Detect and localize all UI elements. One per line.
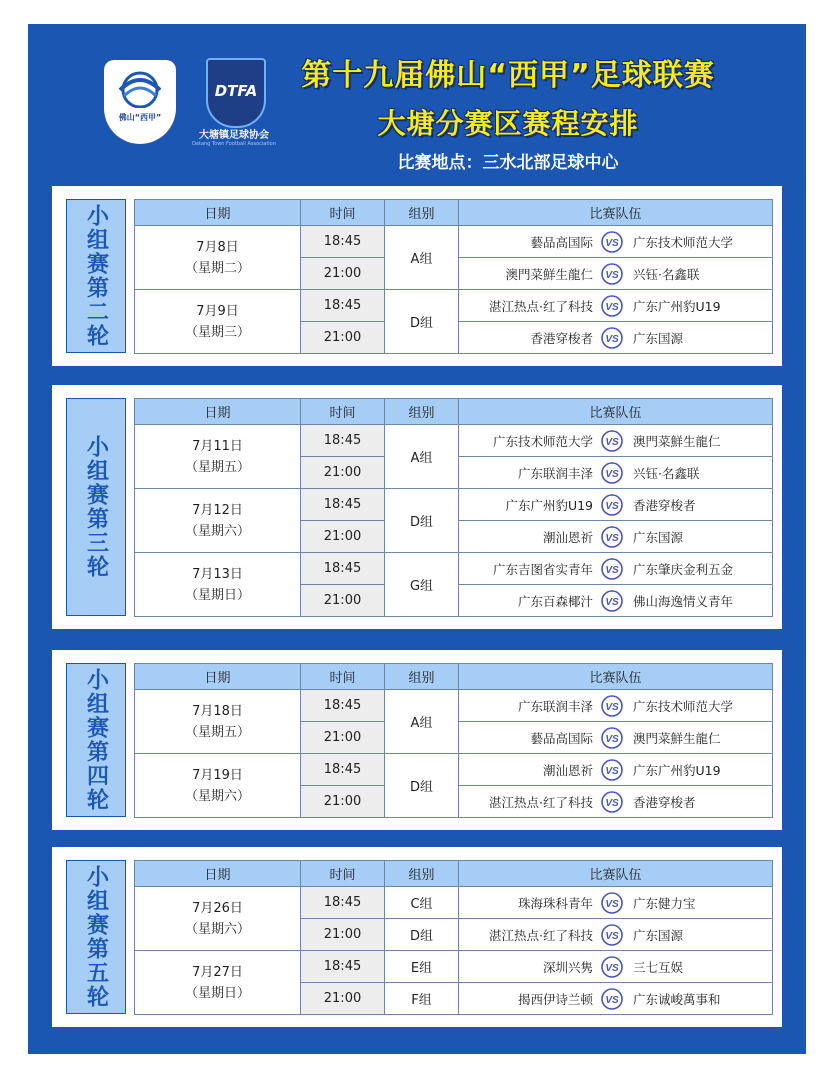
away-team: 广东国源 <box>633 927 684 943</box>
date-header: 日期 <box>135 664 301 690</box>
away-team: 兴钰·名鑫联 <box>633 266 700 282</box>
vs-icon <box>601 988 623 1010</box>
group-cell: F组 <box>385 983 459 1015</box>
association-abbr: DTFA <box>214 82 258 100</box>
home-team: 湛江热点·红了科技 <box>489 794 593 810</box>
home-team: 广东联润丰泽 <box>517 698 593 714</box>
away-team: 广东技术师范大学 <box>633 698 734 714</box>
time-cell: 21:00 <box>301 919 385 951</box>
date-cell <box>135 290 301 354</box>
away-team: 广东国源 <box>633 529 684 545</box>
match-weekday: （星期六） <box>184 921 250 937</box>
home-team: 广东联润丰泽 <box>517 465 593 481</box>
time-header: 时间 <box>301 200 385 226</box>
date-cell <box>135 425 301 489</box>
svg-text:VS: VS <box>605 898 619 910</box>
time-cell: 18:45 <box>301 290 385 322</box>
venue-text: 比赛地点：三水北部足球中心 <box>397 153 619 173</box>
away-team: 兴钰·名鑫联 <box>633 465 700 481</box>
match-pairing <box>459 290 772 321</box>
home-team: 湛江热点·红了科技 <box>489 298 593 314</box>
league-logo-text: 佛山“西甲” <box>118 113 162 122</box>
round-label <box>66 663 126 817</box>
vs-icon <box>601 590 623 612</box>
home-team: 广东百森椰汁 <box>517 593 593 609</box>
svg-text:VS: VS <box>605 237 619 249</box>
table-row <box>135 226 773 258</box>
time-cell: 21:00 <box>301 521 385 553</box>
home-team: 深圳兴隽 <box>542 959 593 975</box>
round-panel <box>52 186 782 366</box>
wave-ball-logo-icon <box>114 68 166 108</box>
match-date: 7月19日 <box>192 767 243 783</box>
svg-text:VS: VS <box>605 436 619 448</box>
home-team: 广东技术师范大学 <box>492 433 593 449</box>
svg-text:VS: VS <box>605 269 619 281</box>
svg-text:VS: VS <box>605 333 619 345</box>
match-weekday: （星期五） <box>184 459 250 475</box>
match-date: 7月12日 <box>192 502 243 518</box>
vs-icon <box>601 956 623 978</box>
date-cell <box>135 754 301 818</box>
teams-cell <box>459 887 773 919</box>
away-team: 广东健力宝 <box>633 895 696 911</box>
away-team: 广东广州豹U19 <box>633 762 721 778</box>
schedule-table <box>134 199 773 354</box>
svg-text:VS: VS <box>605 500 619 512</box>
away-team: 澳門菜鮮生龍仁 <box>633 433 721 449</box>
schedule-table <box>134 398 773 617</box>
teams-cell <box>459 322 773 354</box>
group-cell: D组 <box>385 919 459 951</box>
time-cell: 21:00 <box>301 983 385 1015</box>
home-team: 藝品高国际 <box>530 730 593 746</box>
header-row <box>135 861 773 887</box>
schedule-table <box>134 860 773 1015</box>
away-team: 佛山海逸情义青年 <box>633 593 734 609</box>
round-label <box>66 398 126 616</box>
table-row <box>135 754 773 786</box>
away-team: 广东肇庆金利五金 <box>633 561 734 577</box>
vs-icon <box>601 558 623 580</box>
teams-cell <box>459 553 773 585</box>
vs-icon <box>601 462 623 484</box>
match-pairing <box>459 258 772 289</box>
match-weekday: （星期日） <box>184 985 250 1001</box>
vs-icon <box>601 892 623 914</box>
round-label-text: 小组赛第三轮 <box>83 435 109 579</box>
header-row <box>135 399 773 425</box>
group-cell: A组 <box>385 226 459 290</box>
time-header: 时间 <box>301 664 385 690</box>
match-weekday: （星期二） <box>184 260 250 276</box>
match-weekday: （星期六） <box>184 788 250 804</box>
away-team: 香港穿梭者 <box>633 794 696 810</box>
match-pairing <box>459 322 772 353</box>
vs-icon <box>601 231 623 253</box>
teams-cell <box>459 290 773 322</box>
time-cell: 21:00 <box>301 457 385 489</box>
match-pairing <box>459 457 772 488</box>
poster <box>28 24 806 1054</box>
vs-icon <box>601 430 623 452</box>
away-team: 广东技术师范大学 <box>633 234 734 250</box>
date-cell <box>135 951 301 1015</box>
table-row <box>135 553 773 585</box>
home-team: 湛江热点·红了科技 <box>489 927 593 943</box>
home-team: 藝品高国际 <box>530 234 593 250</box>
svg-text:VS: VS <box>605 301 619 313</box>
time-cell: 18:45 <box>301 553 385 585</box>
match-date: 7月26日 <box>192 900 243 916</box>
table-row <box>135 489 773 521</box>
match-pairing <box>459 919 772 950</box>
match-pairing <box>459 553 772 584</box>
page-subtitle: 大塘分赛区赛程安排 <box>377 107 639 140</box>
teams-cell <box>459 722 773 754</box>
group-cell: D组 <box>385 489 459 553</box>
teams-header: 比赛队伍 <box>459 399 773 425</box>
date-header: 日期 <box>135 861 301 887</box>
vs-icon <box>601 263 623 285</box>
round-label <box>66 199 126 353</box>
teams-cell <box>459 489 773 521</box>
table-row <box>135 887 773 919</box>
time-cell: 21:00 <box>301 258 385 290</box>
vs-icon <box>601 526 623 548</box>
home-team: 珠海珠科青年 <box>517 895 593 911</box>
svg-text:VS: VS <box>605 994 619 1006</box>
vs-icon <box>601 727 623 749</box>
svg-text:VS: VS <box>605 797 619 809</box>
time-header: 时间 <box>301 861 385 887</box>
teams-cell <box>459 690 773 722</box>
round-label-text: 小组赛第二轮 <box>83 204 109 348</box>
association-english-name: Datang Town Football Association <box>192 141 276 147</box>
time-cell: 18:45 <box>301 690 385 722</box>
match-weekday: （星期六） <box>184 523 250 539</box>
match-date: 7月11日 <box>192 438 243 454</box>
time-cell: 18:45 <box>301 425 385 457</box>
teams-cell <box>459 786 773 818</box>
svg-text:VS: VS <box>605 930 619 942</box>
match-date: 7月13日 <box>192 566 243 582</box>
table-row <box>135 951 773 983</box>
vs-icon <box>601 695 623 717</box>
teams-cell <box>459 226 773 258</box>
group-cell: E组 <box>385 951 459 983</box>
time-cell: 18:45 <box>301 489 385 521</box>
teams-cell <box>459 521 773 553</box>
vs-icon <box>601 327 623 349</box>
vs-icon <box>601 494 623 516</box>
table-row <box>135 690 773 722</box>
group-cell: D组 <box>385 754 459 818</box>
teams-cell <box>459 951 773 983</box>
svg-text:VS: VS <box>605 596 619 608</box>
teams-header: 比赛队伍 <box>459 861 773 887</box>
vs-icon <box>601 759 623 781</box>
table-row <box>135 425 773 457</box>
time-cell: 21:00 <box>301 786 385 818</box>
date-cell <box>135 553 301 617</box>
association-logo <box>192 54 276 154</box>
round-panel <box>52 385 782 629</box>
group-header: 组别 <box>385 200 459 226</box>
group-header: 组别 <box>385 861 459 887</box>
round-label-text: 小组赛第五轮 <box>83 865 109 1009</box>
teams-cell <box>459 457 773 489</box>
away-team: 三七互娱 <box>633 959 684 975</box>
match-pairing <box>459 722 772 753</box>
header-row <box>135 664 773 690</box>
home-team: 潮汕恩祈 <box>542 762 593 778</box>
match-pairing <box>459 754 772 785</box>
match-pairing <box>459 521 772 552</box>
date-header: 日期 <box>135 399 301 425</box>
svg-text:VS: VS <box>605 468 619 480</box>
away-team: 香港穿梭者 <box>633 497 696 513</box>
vs-icon <box>601 295 623 317</box>
match-weekday: （星期五） <box>184 724 250 740</box>
round-panel <box>52 847 782 1027</box>
time-header: 时间 <box>301 399 385 425</box>
teams-header: 比赛队伍 <box>459 200 773 226</box>
home-team: 香港穿梭者 <box>530 330 593 346</box>
teams-header: 比赛队伍 <box>459 664 773 690</box>
shield-icon <box>206 58 266 128</box>
schedule-table <box>134 663 773 818</box>
group-cell: C组 <box>385 887 459 919</box>
match-date: 7月8日 <box>196 239 239 255</box>
match-pairing <box>459 786 772 817</box>
match-pairing <box>459 887 772 918</box>
time-cell: 18:45 <box>301 951 385 983</box>
teams-cell <box>459 425 773 457</box>
date-cell <box>135 489 301 553</box>
svg-text:VS: VS <box>605 564 619 576</box>
teams-cell <box>459 919 773 951</box>
time-cell: 18:45 <box>301 226 385 258</box>
association-name: 大塘镇足球协会 <box>199 130 269 141</box>
match-date: 7月18日 <box>192 703 243 719</box>
match-pairing <box>459 585 772 616</box>
round-label-text: 小组赛第四轮 <box>83 668 109 812</box>
away-team: 广东国源 <box>633 330 684 346</box>
table-row <box>135 290 773 322</box>
away-team: 澳門菜鮮生龍仁 <box>633 730 721 746</box>
svg-text:VS: VS <box>605 962 619 974</box>
group-cell: G组 <box>385 553 459 617</box>
match-date: 7月9日 <box>196 303 239 319</box>
time-cell: 21:00 <box>301 322 385 354</box>
svg-text:VS: VS <box>605 532 619 544</box>
svg-text:VS: VS <box>605 733 619 745</box>
date-cell <box>135 690 301 754</box>
home-team: 揭西伊诗兰顿 <box>517 991 593 1007</box>
round-label <box>66 860 126 1014</box>
group-header: 组别 <box>385 664 459 690</box>
league-logo <box>104 60 176 144</box>
date-cell <box>135 226 301 290</box>
away-team: 广东诚峻萬事和 <box>633 991 721 1007</box>
date-cell <box>135 887 301 951</box>
home-team: 澳門菜鮮生龍仁 <box>505 266 593 282</box>
time-cell: 18:45 <box>301 887 385 919</box>
group-cell: D组 <box>385 290 459 354</box>
home-team: 广东广州豹U19 <box>505 497 593 513</box>
vs-icon <box>601 924 623 946</box>
time-cell: 21:00 <box>301 722 385 754</box>
match-weekday: （星期三） <box>184 324 250 340</box>
teams-cell <box>459 258 773 290</box>
match-pairing <box>459 226 772 257</box>
match-pairing <box>459 951 772 982</box>
vs-icon <box>601 791 623 813</box>
teams-cell <box>459 585 773 617</box>
match-pairing <box>459 983 772 1014</box>
svg-text:VS: VS <box>605 765 619 777</box>
match-pairing <box>459 489 772 520</box>
group-cell: A组 <box>385 690 459 754</box>
away-team: 广东广州豹U19 <box>633 298 721 314</box>
match-pairing <box>459 425 772 456</box>
svg-text:VS: VS <box>605 701 619 713</box>
page-title: 第十九届佛山“西甲”足球联赛 <box>301 58 715 93</box>
date-header: 日期 <box>135 200 301 226</box>
group-header: 组别 <box>385 399 459 425</box>
match-pairing <box>459 690 772 721</box>
group-cell: A组 <box>385 425 459 489</box>
teams-cell <box>459 983 773 1015</box>
header <box>28 24 806 184</box>
teams-cell <box>459 754 773 786</box>
match-weekday: （星期日） <box>184 587 250 603</box>
round-panel <box>52 650 782 830</box>
time-cell: 21:00 <box>301 585 385 617</box>
header-row <box>135 200 773 226</box>
home-team: 广东吉图省实青年 <box>492 561 593 577</box>
home-team: 潮汕恩祈 <box>542 529 593 545</box>
time-cell: 18:45 <box>301 754 385 786</box>
match-date: 7月27日 <box>192 964 243 980</box>
